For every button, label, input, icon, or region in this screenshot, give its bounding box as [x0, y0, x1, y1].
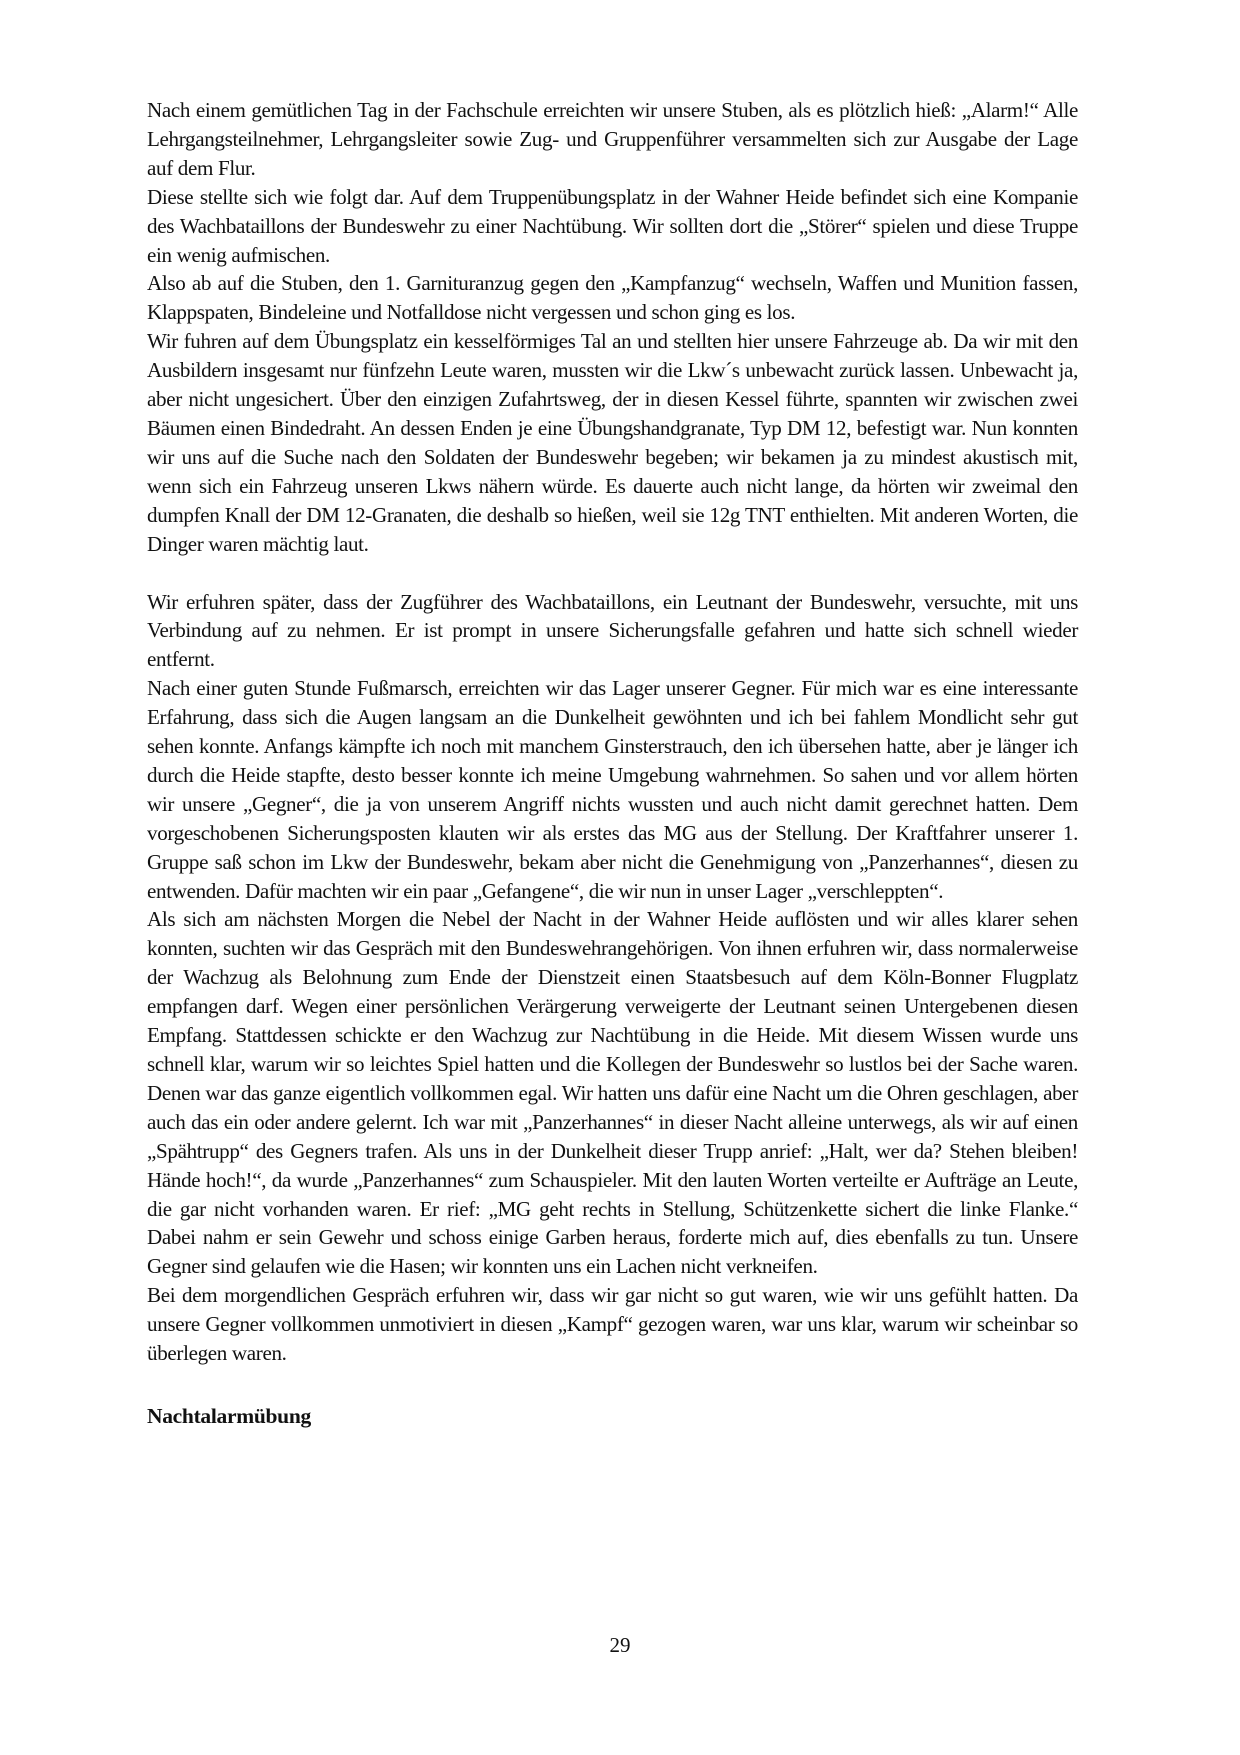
paragraph-conclusion: Bei dem morgendlichen Gespräch erfuhren wir, dass wir gar nicht so gut waren, wie wir uns gefühlt hatten. Da unsere Gegner vollkommen unmotiviert in diesen „Kampf“ gezogen waren, war uns klar, warum wir scheinbar so überlegen waren.: [147, 1283, 1078, 1366]
paragraph-trap: Wir fuhren auf dem Übungsplatz ein kesselförmiges Tal an und stellten hier unsere Fahrzeuge ab. Da wir mit den Ausbildern insgesamt nur fünfzehn Leute waren, mussten wir die Lkw´s unbewacht zurück lassen. Unbewacht ja, aber nicht ungesichert. Über den einzigen Zufahrtsweg, der in diesen Kessel führte, spannten wir zwischen zwei Bäumen einen Bindedraht. An dessen Enden je eine Übungshandgranate, Typ DM 12, befestigt war. Nun konnten wir uns auf die Suche nach den Soldaten der Bundeswehr begeben; wir bekamen ja zu mindest akustisch mit, wenn sich ein Fahrzeug unseren Lkws nähern würde. Es dauerte auch nicht lange, da hörten wir zweimal den dumpfen Knall der DM 12-Granaten, die deshalb so hießen, weil sie 12g TNT enthielten. Mit anderen Worten, die Dinger waren mächtig laut.: [147, 329, 1078, 556]
paragraph-alarm: Nach einem gemütlichen Tag in der Fachschule erreichten wir unsere Stuben, als es plötzlich hieß: „Alarm!“ Alle Lehrgangsteilnehmer, Lehrgangsleiter sowie Zug- und Gruppenführer versammelten sich zur Ausgabe der Lage auf dem Flur.: [147, 98, 1078, 180]
paragraph-preparation: Also ab auf die Stuben, den 1. Garnituranzug gegen den „Kampfanzug“ wechseln, Waffen und Munition fassen, Klappspaten, Bindeleine und Notfalldose nicht vergessen und schon ging es los.: [147, 271, 1078, 325]
paragraph-lieutenant: Wir erfuhren später, dass der Zugführer des Wachbataillons, ein Leutnant der Bundeswehr, versuchte, mit uns Verbindung auf zu nehmen. Er ist prompt in unsere Sicherungsfalle gefahren und hatte sich schnell wieder entfernt.: [147, 589, 1078, 672]
section-heading: Nachtalarmübung: [147, 1403, 311, 1428]
paragraph-march: Nach einer guten Stunde Fußmarsch, erreichten wir das Lager unserer Gegner. Für mich war es eine interessante Erfahrung, dass sich die Augen langsam an die Dunkelheit gewöhnten und ich bei fahlem Mondlicht sehr gut sehen konnte. Anfangs kämpfte ich noch mit manchem Ginsterstrauch, den ich übersehen hatte, aber je länger ich durch die Heide stapfte, desto besser konnte ich meine Umgebung wahrnehmen. So sahen und vor allem hörten wir unsere „Gegner“, die ja von unserem Angriff nichts wussten und auch nicht damit gerechnet hatten. Dem vorgeschobenen Sicherungsposten klauten wir als erstes das MG aus der Stellung. Der Kraftfahrer unserer 1. Gruppe saß schon im Lkw der Bundeswehr, bekam aber nicht die Genehmigung von „Panzerhannes“, diesen zu entwenden. Dafür machten wir ein paar „Gefangene“, die wir nun in unser Lager „verschleppten“.: [147, 676, 1078, 903]
section-spacer: [147, 1368, 1097, 1402]
paragraph-spacer: [147, 559, 1097, 588]
document-page: [147, 96, 1097, 1431]
page-number: 29: [609, 1633, 631, 1657]
paragraph-situation: Diese stellte sich wie folgt dar. Auf dem Truppenübungsplatz in der Wahner Heide befindet sich eine Kompanie des Wachbataillons der Bundeswehr zu einer Nachtübung. Wir sollten dort die „Störer“ spielen und diese Truppe ein wenig aufmischen.: [147, 184, 1078, 267]
paragraph-morning: Als sich am nächsten Morgen die Nebel der Nacht in der Wahner Heide auflösten und wir alles klarer sehen konnten, suchten wir das Gespräch mit den Bundeswehrangehörigen. Von ihnen erfuhren wir, dass normalerweise der Wachzug als Belohnung zum Ende der Dienstzeit einen Staatsbesuch auf dem Köln-Bonner Flugplatz empfangen darf. Wegen einer persönlichen Verärgerung verweigerte der Leutnant seinen Untergebenen diesen Empfang. Stattdessen schickte er den Wachzug zur Nachtübung in die Heide. Mit diesem Wissen wurde uns schnell klar, warum wir so leichtes Spiel hatten und die Kollegen der Bundeswehr so lustlos bei der Sache waren. Denen war das ganze eigentlich vollkommen egal. Wir hatten uns dafür eine Nacht um die Ohren geschlagen, aber auch das ein oder andere gelernt. Ich war mit „Panzerhannes“ in dieser Nacht alleine unterwegs, als wir auf einen „Spähtrupp“ des Gegners trafen. Als uns in der Dunkelheit dieser Trupp anrief: „Halt, wer da? Stehen bleiben! Hände hoch!“, da wurde „Panzerhannes“ zum Schauspieler. Mit den lauten Worten verteilte er Aufträge an Leute, die gar nicht vorhanden waren. Er rief: „MG geht rechts in Stellung, Schützenkette sichert die linke Flanke.“ Dabei nahm er sein Gewehr und schoss einige Garben heraus, forderte mich auf, dies ebenfalls zu tun. Unsere Gegner sind gelaufen wie die Hasen; wir konnten uns ein Lachen nicht verkneifen.: [147, 907, 1078, 1279]
